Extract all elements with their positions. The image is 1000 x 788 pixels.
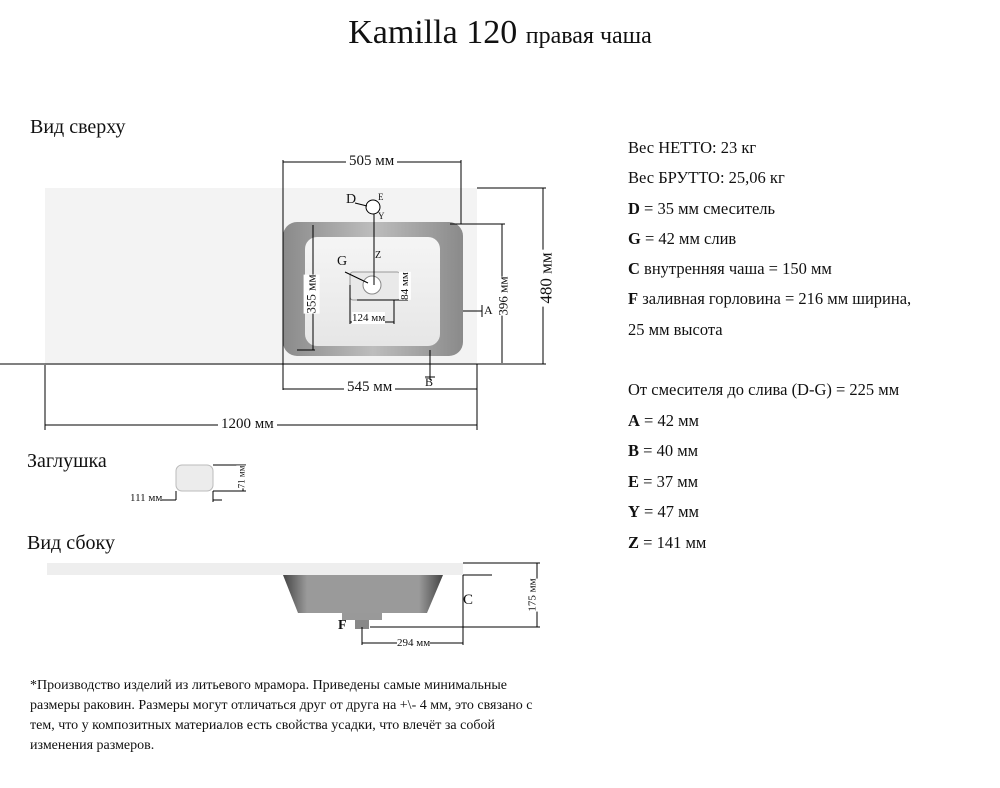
drain-hole — [363, 276, 381, 294]
model-name: Kamilla 120 — [348, 14, 518, 51]
spec-item: Вес НЕТТО: 23 кг — [628, 138, 757, 157]
footnote: *Производство изделий из литьевого мрамора. Приведены самые минимальные размеры раковин. Размеры могут отличаться друг от друга на +\- 4 мм, это связано с тем, что у композитных материалов есть свойства усадки, что влечёт за собой изменения размеров. — [30, 678, 533, 753]
view-label-side: Вид сбоку — [27, 532, 115, 554]
spec-item: A = 42 мм — [628, 411, 699, 430]
spec-item: B = 40 мм — [628, 441, 699, 460]
dim-480: 480 мм — [537, 249, 557, 306]
dim-355: 355 мм — [303, 274, 319, 314]
model-variant: правая чаша — [525, 23, 652, 49]
dim-505: 505 мм — [346, 153, 397, 170]
plug-height: 71 мм — [236, 465, 247, 489]
dim-1200: 1200 мм — [218, 416, 277, 433]
marker-C: C — [463, 592, 474, 608]
view-label-top: Вид сверху — [30, 116, 126, 138]
dim-124: 124 мм — [352, 312, 386, 324]
spec-item: F заливная горловина = 216 мм ширина, — [628, 289, 912, 308]
spec-item: Y = 47 мм — [628, 502, 699, 521]
marker-F: F — [338, 618, 347, 633]
spec-item: 25 мм высота — [628, 320, 723, 339]
marker-Z: Z — [375, 250, 382, 261]
spec-item: C внутренняя чаша = 150 мм — [628, 259, 832, 278]
dim-396: 396 мм — [495, 276, 511, 316]
marker-E: E — [378, 192, 384, 202]
view-label-plug: Заглушка — [27, 450, 107, 472]
countertop-side-view — [47, 563, 463, 575]
spec-item: E = 37 мм — [628, 472, 699, 491]
drain-side — [342, 613, 382, 620]
marker-B: B — [425, 375, 434, 389]
marker-A: A — [484, 303, 493, 317]
side-width: 294 мм — [397, 637, 431, 649]
side-height: 175 мм — [526, 578, 539, 612]
spec-item: От смесителя до слива (D-G) = 225 мм — [628, 380, 900, 399]
marker-D: D — [346, 192, 357, 207]
spec-item: G = 42 мм слив — [628, 229, 737, 248]
plug-shape — [176, 465, 213, 491]
spec-item: Z = 141 мм — [628, 533, 707, 552]
marker-G: G — [337, 254, 348, 269]
basin-side — [283, 575, 443, 613]
plug-width: 111 мм — [130, 492, 163, 504]
spec-item: D = 35 мм смеситель — [628, 199, 776, 218]
dim-545: 545 мм — [344, 379, 395, 396]
marker-Y: Y — [378, 211, 385, 221]
spec-item: Вес БРУТТО: 25,06 кг — [628, 168, 785, 187]
dim-84: 84 мм — [398, 272, 411, 300]
